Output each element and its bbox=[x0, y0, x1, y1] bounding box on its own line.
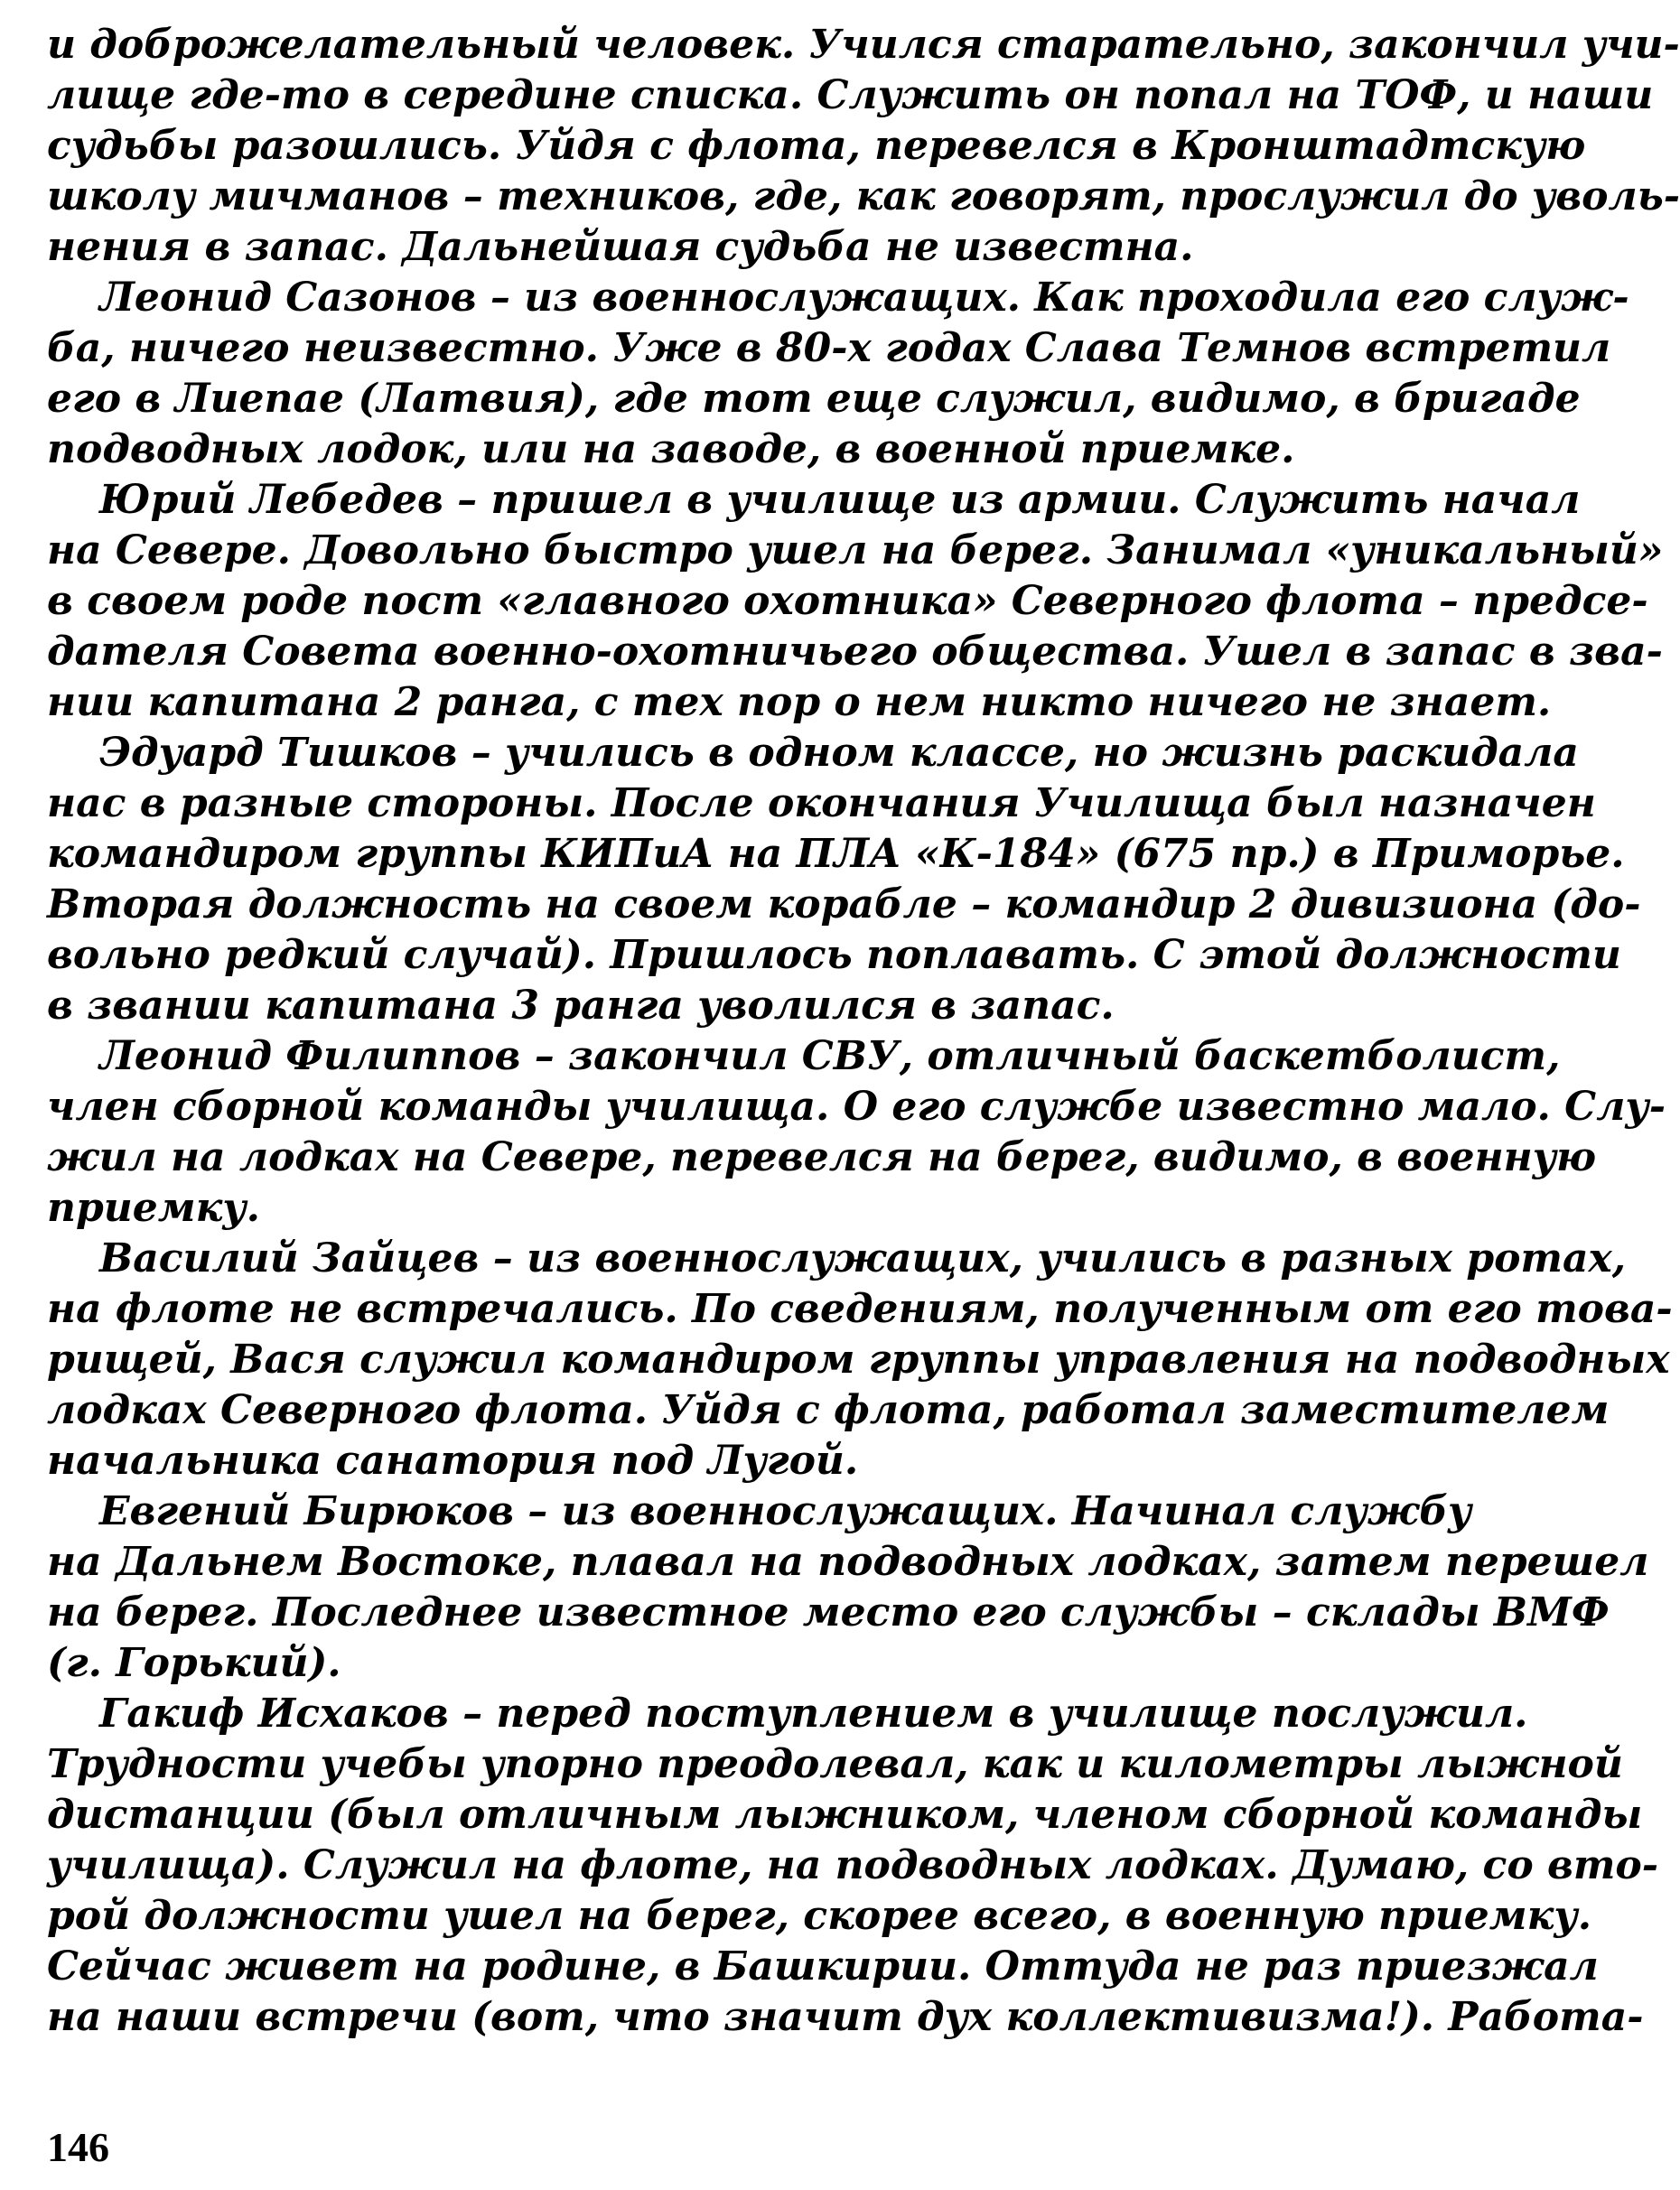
paragraph bbox=[47, 1234, 1673, 1486]
text-line: на флоте не встречались. По сведениям, полученным от его това- bbox=[47, 1286, 1673, 1332]
page-number: 146 bbox=[47, 2124, 109, 2170]
text-line: дателя Совета военно-охотничьего общества. Ушел в запас в зва- bbox=[47, 629, 1663, 675]
text-line: на берег. Последнее известное место его службы – склады ВМФ bbox=[47, 1589, 1610, 1636]
paragraph bbox=[47, 273, 1629, 475]
text-line: в своем роде пост «главного охотника» Северного флота – предсе- bbox=[47, 578, 1648, 624]
text-line: нас в разные стороны. После окончания Училища был назначен bbox=[47, 780, 1596, 826]
text-line: Сейчас живет на родине, в Башкирии. Оттуда не раз приезжал bbox=[47, 1943, 1599, 1990]
text-line: Василий Зайцев – из военнослужащих, учились в разных ротах, bbox=[99, 1235, 1627, 1281]
text-line: на Севере. Довольно быстро ушел на берег. Занимал «уникальный» bbox=[47, 527, 1664, 573]
text-line: нения в запас. Дальнейшая судьба не известна. bbox=[47, 224, 1194, 270]
paragraph bbox=[47, 1486, 1649, 1689]
paragraph bbox=[47, 475, 1664, 728]
text-line: ба, ничего неизвестно. Уже в 80-х годах Слава Темнов встретил bbox=[47, 325, 1611, 371]
text-line: Гакиф Исхаков – перед поступлением в училище послужил. bbox=[99, 1691, 1528, 1737]
paragraph bbox=[47, 1031, 1666, 1234]
text-line: Евгений Бирюков – из военнослужащих. Начинал службу bbox=[99, 1488, 1472, 1534]
book-page bbox=[47, 20, 1680, 2170]
text-line: Вторая должность на своем корабле – командир 2 дивизиона (до- bbox=[47, 881, 1641, 927]
text-line: Эдуард Тишков – учились в одном классе, но жизнь раскидала bbox=[99, 730, 1579, 776]
text-line: его в Лиепае (Латвия), где тот еще служил, видимо, в бригаде bbox=[47, 376, 1581, 422]
text-line: и доброжелательный человек. Учился старательно, закончил учи- bbox=[47, 22, 1680, 68]
text-line: (г. Горький). bbox=[47, 1640, 341, 1686]
body-text bbox=[47, 20, 1680, 2043]
text-line: Трудности учебы упорно преодолевал, как и километры лыжной bbox=[47, 1741, 1623, 1787]
text-line: Леонид Филиппов – закончил СВУ, отличный баскетболист, bbox=[99, 1033, 1561, 1079]
text-line: судьбы разошлись. Уйдя с флота, перевелся в Кронштадтскую bbox=[47, 123, 1586, 169]
text-line: школу мичманов – техников, где, как говорят, прослужил до уволь- bbox=[47, 173, 1680, 219]
text-line: училища). Служил на флоте, на подводных лодках. Думаю, со вто- bbox=[47, 1842, 1659, 1888]
text-line: в звании капитана 3 ранга уволился в запас. bbox=[47, 983, 1115, 1029]
text-line: рищей, Вася служил командиром группы управления на подводных bbox=[47, 1337, 1670, 1383]
text-line: лодках Северного флота. Уйдя с флота, работал заместителем bbox=[47, 1387, 1610, 1433]
paragraph bbox=[47, 728, 1641, 1031]
text-line: жил на лодках на Севере, перевелся на берег, видимо, в военную bbox=[47, 1134, 1597, 1180]
text-line: на Дальнем Востоке, плавал на подводных лодках, затем перешел bbox=[47, 1539, 1649, 1585]
text-line: дистанции (был отличным лыжником, членом сборной команды bbox=[47, 1792, 1643, 1838]
paragraph bbox=[47, 20, 1680, 273]
text-line: нии капитана 2 ранга, с тех пор о нем никто ничего не знает. bbox=[47, 679, 1552, 725]
paragraph bbox=[47, 1689, 1659, 2043]
text-line: Юрий Лебедев – пришел в училище из армии. Служить начал bbox=[99, 477, 1581, 523]
text-line: лище где-то в середине списка. Служить он попал на ТОФ, и наши bbox=[47, 72, 1654, 118]
text-line: рой должности ушел на берег, скорее всего, в военную приемку. bbox=[47, 1893, 1592, 1939]
text-line: начальника санатория под Лугой. bbox=[47, 1438, 859, 1484]
text-line: командиром группы КИПиА на ПЛА «К-184» (675 пр.) в Приморье. bbox=[47, 831, 1625, 877]
text-line: подводных лодок, или на заводе, в военной приемке. bbox=[47, 426, 1295, 472]
text-line: на наши встречи (вот, что значит дух коллективизма!). Работа- bbox=[47, 1994, 1644, 2040]
text-line: член сборной команды училища. О его службе известно мало. Слу- bbox=[47, 1084, 1666, 1130]
text-line: вольно редкий случай). Пришлось поплавать. С этой должности bbox=[47, 932, 1621, 978]
text-line: Леонид Сазонов – из военнослужащих. Как проходила его служ- bbox=[99, 275, 1629, 321]
text-line: приемку. bbox=[47, 1185, 260, 1231]
